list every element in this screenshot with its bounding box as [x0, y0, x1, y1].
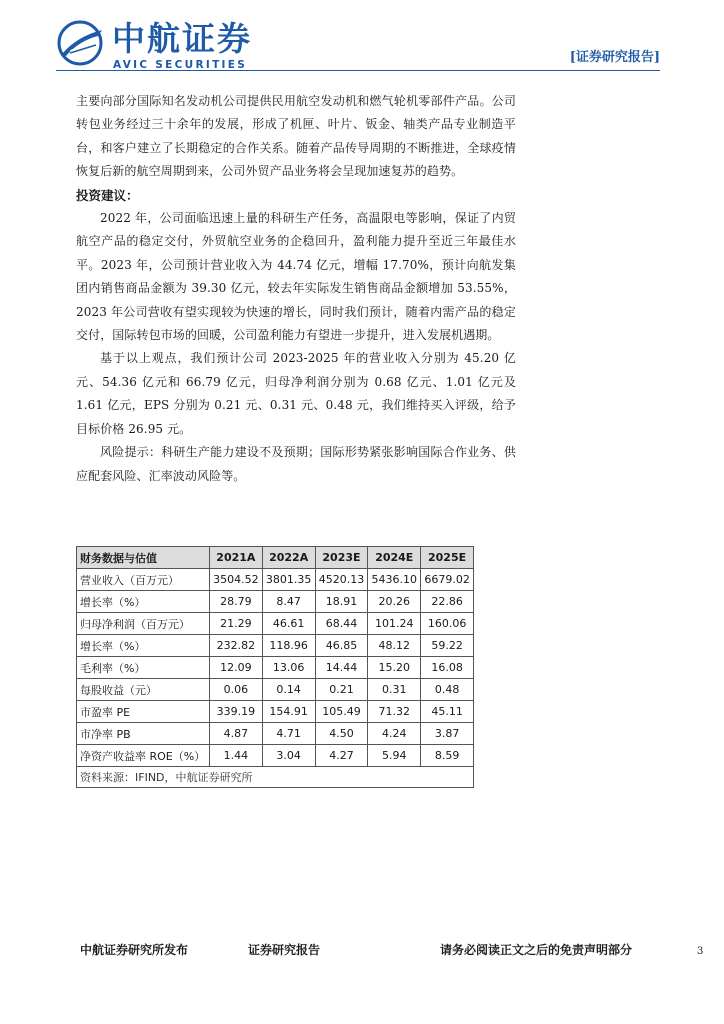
table-row-label: 营业收入（百万元）: [77, 569, 210, 591]
table-row-label: 增长率（%）: [77, 591, 210, 613]
risk-warning-paragraph: 风险提示：科研生产能力建设不及预期；国际形势紧张影响国际合作业务、供应配套风险、汇率波动风险等。: [76, 445, 516, 483]
table-header-cell: 2024E: [368, 547, 421, 569]
table-cell: 8.59: [421, 745, 474, 767]
table-cell: 4520.13: [315, 569, 368, 591]
table-cell: 8.47: [262, 591, 315, 613]
table-cell: 0.14: [262, 679, 315, 701]
table-header-row: [77, 547, 474, 569]
page-header: [0, 0, 724, 80]
table-cell: 3.04: [262, 745, 315, 767]
report-type-tag: [证券研究报告]: [569, 50, 660, 65]
table-row: [77, 613, 474, 635]
footer-doc-type: 证券研究报告: [248, 943, 321, 957]
table-cell: 1.44: [209, 745, 262, 767]
table-cell: 13.06: [262, 657, 315, 679]
table-cell: 71.32: [368, 701, 421, 723]
table-cell: 339.19: [209, 701, 262, 723]
table-row: [77, 679, 474, 701]
table-row: [77, 569, 474, 591]
table-cell: 48.12: [368, 635, 421, 657]
table-cell: 232.82: [209, 635, 262, 657]
table-cell: 101.24: [368, 613, 421, 635]
table-cell: 16.08: [421, 657, 474, 679]
table-row-label: 增长率（%）: [77, 635, 210, 657]
table-cell: 4.24: [368, 723, 421, 745]
investment-advice-paragraph-1: 2022 年，公司面临迅速上量的科研生产任务，高温限电等影响，保证了内贸航空产品的稳定交付，外贸航空业务的企稳回升，盈利能力提升至近三年最佳水平。2023 年，公司预计营业收入为 44.74 亿元，增幅 17.70%，预计向航发集团内销售商品金额为 39.30 亿元，较去年实际发生销售商品金额增加 53.55%，2023 年公司营收有望实现较为快速的增长，同时我们预计，随着内需产品的稳定交付，国际转包市场的回暖，公司盈利能力有望进一步提升，进入发展机遇期。: [76, 211, 516, 343]
table-header-cell: 2022A: [262, 547, 315, 569]
table-cell: 20.26: [368, 591, 421, 613]
table-row: [77, 745, 474, 767]
table-row: [77, 635, 474, 657]
investment-advice-heading: 投资建议：: [76, 187, 139, 203]
table-cell: 28.79: [209, 591, 262, 613]
logo-chinese-name: 中航证券: [112, 19, 252, 58]
table-cell: 0.48: [421, 679, 474, 701]
table-cell: 6679.02: [421, 569, 474, 591]
table-cell: 59.22: [421, 635, 474, 657]
table-cell: 118.96: [262, 635, 315, 657]
table-cell: 3.87: [421, 723, 474, 745]
table-cell: 4.27: [315, 745, 368, 767]
table-cell: 3801.35: [262, 569, 315, 591]
table-cell: 12.09: [209, 657, 262, 679]
logo-english-name: AVIC SECURITIES: [113, 59, 248, 71]
table-cell: 15.20: [368, 657, 421, 679]
table-row-label: 净资产收益率 ROE（%）: [77, 745, 210, 767]
table-row-label: 每股收益（元）: [77, 679, 210, 701]
data-source-note: 资料来源：IFIND，中航证券研究所: [77, 767, 474, 788]
table-row: [77, 657, 474, 679]
table-row: [77, 723, 474, 745]
table-cell: 68.44: [315, 613, 368, 635]
avic-logo-icon: [56, 20, 104, 66]
report-body: [76, 90, 516, 488]
table-source-row: [77, 767, 474, 788]
investment-advice-paragraph-2: 基于以上观点，我们预计公司 2023-2025 年的营业收入分别为 45.20 亿元、54.36 亿元和 66.79 亿元，归母净利润分别为 0.68 亿元、1.01 亿元及 1.61 亿元，EPS 分别为 0.21 元、0.31 元、0.48 元，我们维持买入评级，给予目标价格 26.95 元。: [76, 351, 516, 436]
table-cell: 4.71: [262, 723, 315, 745]
table-row: [77, 591, 474, 613]
footer-disclaimer: 请务必阅读正文之后的免责声明部分: [440, 943, 633, 957]
table-cell: 21.29: [209, 613, 262, 635]
table-cell: 5436.10: [368, 569, 421, 591]
table-row-label: 市盈率 PE: [77, 701, 210, 723]
business-intro-paragraph: 主要向部分国际知名发动机公司提供民用航空发动机和燃气轮机零部件产品。公司转包业务经过三十余年的发展，形成了机匣、叶片、钣金、轴类产品专业制造平台，和客户建立了长期稳定的合作关系。随着产品传导周期的不断推进，全球疫情恢复后新的航空周期到来，公司外贸产品业务将会呈现加速复苏的趋势。: [76, 94, 516, 179]
table-cell: 105.49: [315, 701, 368, 723]
table-cell: 4.50: [315, 723, 368, 745]
table-header-cell: 2021A: [209, 547, 262, 569]
table-cell: 4.87: [209, 723, 262, 745]
page-number: 3: [697, 946, 704, 957]
table-cell: 18.91: [315, 591, 368, 613]
table-row-label: 毛利率（%）: [77, 657, 210, 679]
page-footer: [0, 934, 724, 964]
table-header-cell: 财务数据与估值: [77, 547, 210, 569]
table-header-cell: 2025E: [421, 547, 474, 569]
table-cell: 46.61: [262, 613, 315, 635]
table-cell: 3504.52: [209, 569, 262, 591]
footer-publisher: 中航证券研究所发布: [80, 943, 189, 957]
table-cell: 160.06: [421, 613, 474, 635]
table-cell: 46.85: [315, 635, 368, 657]
table-cell: 0.31: [368, 679, 421, 701]
table-cell: 0.21: [315, 679, 368, 701]
table-cell: 22.86: [421, 591, 474, 613]
header-divider: [56, 70, 660, 71]
table-cell: 5.94: [368, 745, 421, 767]
table-row: [77, 701, 474, 723]
table-row-label: 归母净利润（百万元）: [77, 613, 210, 635]
table-cell: 154.91: [262, 701, 315, 723]
table-cell: 0.06: [209, 679, 262, 701]
financial-valuation-table: [76, 546, 474, 788]
table-header-cell: 2023E: [315, 547, 368, 569]
table-cell: 14.44: [315, 657, 368, 679]
table-cell: 45.11: [421, 701, 474, 723]
table-row-label: 市净率 PB: [77, 723, 210, 745]
